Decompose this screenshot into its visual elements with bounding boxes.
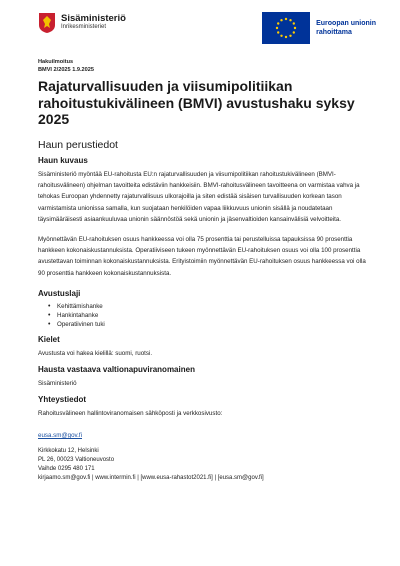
list-item: • Kehittämishanke bbox=[48, 302, 370, 311]
authority-heading: Hausta vastaava valtionapuviranomainen bbox=[38, 365, 195, 375]
address-line: Kirkkokatu 12, Helsinki bbox=[38, 448, 99, 455]
document-body bbox=[38, 138, 370, 483]
description-heading: Haun kuvaus bbox=[38, 156, 88, 165]
languages-text: Avustusta voi hakea kielillä: suomi, ruotsi. bbox=[38, 349, 153, 357]
authority-text: Sisäministeriö bbox=[38, 380, 77, 388]
list-item: • Operatiivinen tuki bbox=[48, 320, 370, 329]
grant-types-list bbox=[48, 302, 370, 329]
basics-heading: Haun perustiedot bbox=[38, 139, 118, 151]
page-title: Rajaturvallisuuden ja viisumipolitiikan rahoitustukivälineen (BMVI) avustushaku syksy 2025 bbox=[38, 78, 355, 127]
contact-heading: Yhteystiedot bbox=[38, 395, 87, 405]
contact-email-link[interactable]: eusa.sm@gov.fi bbox=[38, 432, 82, 440]
meta-doc-id-date: BMVI 2/2025 1.9.2025 bbox=[38, 67, 94, 73]
contact-text: Rahoitusvälineen hallintoviranomaisen sähköposti ja verkkosivusto: bbox=[38, 410, 223, 418]
lion-crest-icon bbox=[38, 12, 56, 34]
description-paragraph-1: Sisäministeriö myöntää EU-rahoitusta EU:n rajaturvallisuuden ja viisumipolitiikan rahoitustukivälineen (BMVI-rahoitusvälineen) ohjelman tavoitteita edistäviin hankkeisiin. BMVI-rahoitusvälineen tavoitteena on varmistaa vahva ja tehokas Euroopan yhdennetty rajaturvallisuus ulkorajoilla ja siten edistää sisäisen turvallisuuden korkean tason varmistamista unionissa samalla, kun suojataan henkilöiden vapaa liikkuvuus unionin sisällä ja noudatetaan täysimääräisesti asiaankuuluvaa unionin säännöstöä sekä unionin ja jäsenvaltioiden kansainvälisiä velvoitteita. bbox=[38, 171, 360, 223]
list-item: • Hankintahanke bbox=[48, 311, 370, 320]
description-paragraph-2: Myönnettävän EU-rahoituksen osuus hankkeessa voi olla 75 prosenttia tai perustelluissa tapauksissa 90 prosenttia hankkeen kokonaiskustannuksista. Operatiiviseen tukeen myönnettävän EU-rahoituksen osuus voi olla 100 prosenttia avustettavan toiminnan kokonaiskustannuksista. Erityistoimiin myönnettävän EU-rahoituksen osuus hankkeessa voi olla 90 prosenttia hankkeen kokonaiskustannuksista. bbox=[38, 236, 366, 277]
address-contacts-line: kirjaamo.sm@gov.fi | www.intermin.fi | [www.eusa-rahastot2021.fi] | [eusa.sm@gov.fi] bbox=[38, 474, 264, 481]
languages-heading: Kielet bbox=[38, 334, 60, 344]
grant-types-heading: Avustuslaji bbox=[38, 288, 81, 298]
address-line: PL 26, 00023 Valtioneuvosto bbox=[38, 457, 115, 464]
eu-funding-logo bbox=[262, 12, 376, 44]
document-meta bbox=[38, 58, 94, 74]
eu-label-line2: rahoittama bbox=[316, 29, 352, 36]
address-line: Vaihde 0295 480 171 bbox=[38, 466, 95, 473]
ministry-name-sv: Inrikesministeriet bbox=[61, 24, 107, 30]
page-header bbox=[38, 10, 376, 48]
meta-doc-type: Hakuilmoitus bbox=[38, 59, 74, 65]
eu-label-line1: Euroopan unionin bbox=[316, 20, 376, 27]
ministry-name: Sisäministeriö bbox=[61, 13, 126, 24]
eu-flag-icon bbox=[262, 12, 310, 44]
ministry-logo bbox=[38, 12, 126, 34]
